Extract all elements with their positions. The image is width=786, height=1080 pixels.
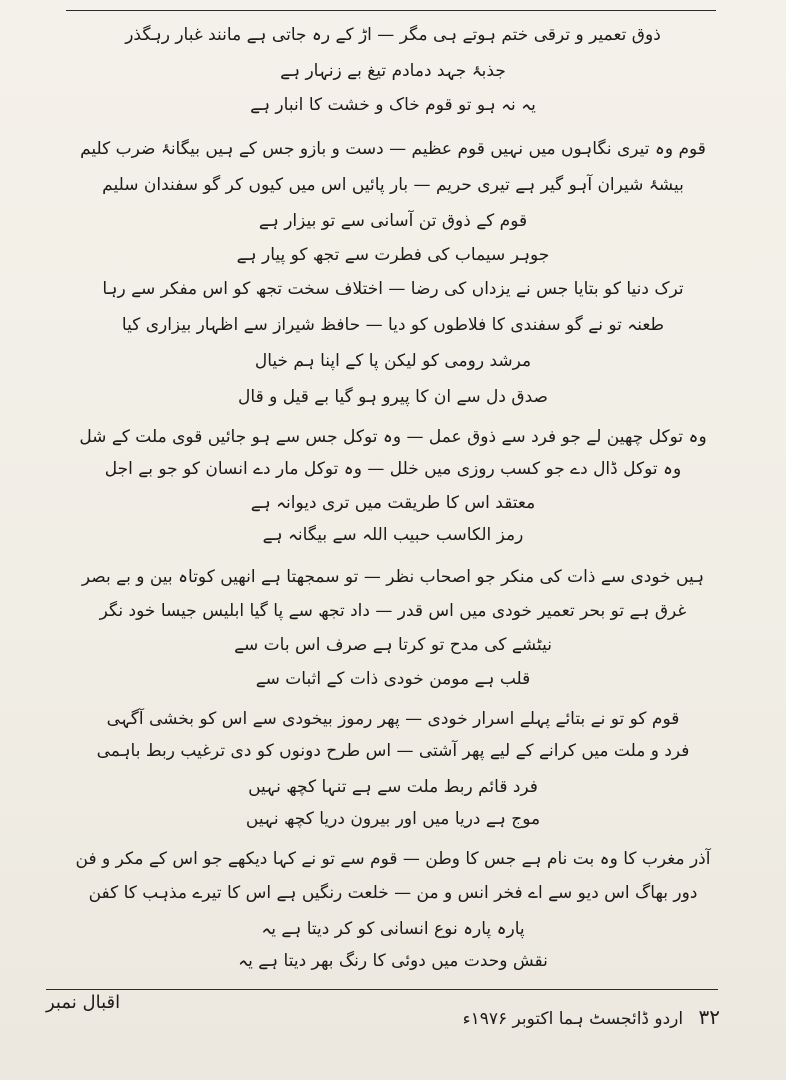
poem-line-16: ہیں خودی سے ذات کی منکر جو اصحاب نظر — تو سمجھتا ہے انھیں کوتاہ بین و بے بصر — [81, 567, 705, 587]
poem-line-11: صدق دل سے ان کا پیرو ہو گیا بے قیل و قال — [238, 387, 548, 407]
poem-line-7: جوہر سیماب کی فطرت سے تجھ کو پیار ہے — [236, 245, 550, 265]
top-rule — [66, 10, 716, 11]
poem-line-14: معتقد اس کا طریقت میں تری دیوانہ ہے — [250, 493, 536, 513]
page-footer — [463, 1004, 720, 1032]
issue-title: اقبال نمبر — [46, 992, 121, 1013]
poem-line-5: بیشۂ شیران آہو گیر ہے تیری حریم — بار پائیں اس میں کیوں کر گو سفندان سلیم — [102, 175, 684, 195]
poem-line-25: دور بھاگ اس دیو سے اے فخر انس و من — خلعت رنگیں ہے اس کا تیرے مذہب کا کفن — [88, 883, 698, 903]
poem-line-26: پارہ پارہ نوع انسانی کو کر دیتا ہے یہ — [261, 919, 525, 939]
poem-line-22: فرد قائم ربط ملت سے ہے تنہا کچھ نہیں — [248, 777, 538, 797]
publication-line: اردو ڈائجسٹ ہما اکتوبر ۱۹۷۶ء — [462, 1009, 684, 1029]
poem-line-20: قوم کو تو نے بتائے پہلے اسرار خودی — پھر رموز بیخودی سے اس کو بخشی آگہی — [106, 709, 680, 729]
poem-line-10: مرشد رومی کو لیکن پا کے اپنا ہم خیال — [254, 351, 532, 371]
poem-line-4: قوم وہ تیری نگاہوں میں نہیں قوم عظیم — دست و بازو جس کے ہیں بیگانۂ ضرب کلیم — [80, 139, 706, 159]
poem-line-2: جذبۂ جہد دمادم تیغ بے زنہار ہے — [280, 61, 506, 81]
poem-line-15: رمز الکاسب حبیب اللہ سے بیگانہ ہے — [262, 525, 524, 545]
poem-line-23: موج ہے دریا میں اور بیرون دریا کچھ نہیں — [245, 809, 541, 829]
poem-line-27: نقش وحدت میں دوئی کا رنگ بھر دیتا ہے یہ — [238, 951, 548, 971]
bottom-rule — [46, 989, 718, 990]
poem-line-1: ذوق تعمیر و ترقی ختم ہوتے ہی مگر — اڑ کے رہ جاتی ہے مانند غبار رہگذر — [125, 25, 661, 45]
poem-line-19: قلب ہے مومن خودی ذات کے اثبات سے — [255, 669, 531, 689]
poem-line-8: ترک دنیا کو بتایا جس نے یزداں کی رضا — اختلاف سخت تجھ کو اس مفکر سے رہا — [102, 279, 684, 299]
poem-line-12: وہ توکل چھین لے جو فرد سے ذوق عمل — وہ توکل جس سے ہو جائیں قوی ملت کے شل — [79, 427, 707, 447]
page-number: ۳۲ — [698, 1005, 720, 1029]
poem-line-13: وہ توکل ڈال دے جو کسب روزی میں خلل — وہ توکل مار دے انسان کو جو بے اجل — [104, 459, 682, 479]
poem-line-17: غرق ہے تو بحر تعمیر خودی میں اس قدر — داد تجھ سے پا گیا ابلیس جیسا خود نگر — [99, 601, 687, 621]
poem-line-21: فرد و ملت میں کرانے کے لیے پھر آشتی — اس طرح دونوں کو دی ترغیب ربط باہمی — [96, 741, 690, 761]
poem-line-18: نیٹشے کی مدح تو کرتا ہے صرف اس بات سے — [234, 635, 552, 655]
poem-line-6: قوم کے ذوق تن آسانی سے تو بیزار ہے — [258, 211, 528, 231]
poem-line-24: آذر مغرب کا وہ بت نام ہے جس کا وطن — قوم سے تو نے کہا دیکھے جو اس کے مکر و فن — [75, 849, 711, 869]
poem-line-3: یہ نہ ہو تو قوم خاک و خشت کا انبار ہے — [250, 95, 536, 115]
poem-line-9: طعنہ تو نے گو سفندی کا فلاطوں کو دیا — حافظ شیراز سے اظہار بیزاری کیا — [121, 315, 665, 335]
